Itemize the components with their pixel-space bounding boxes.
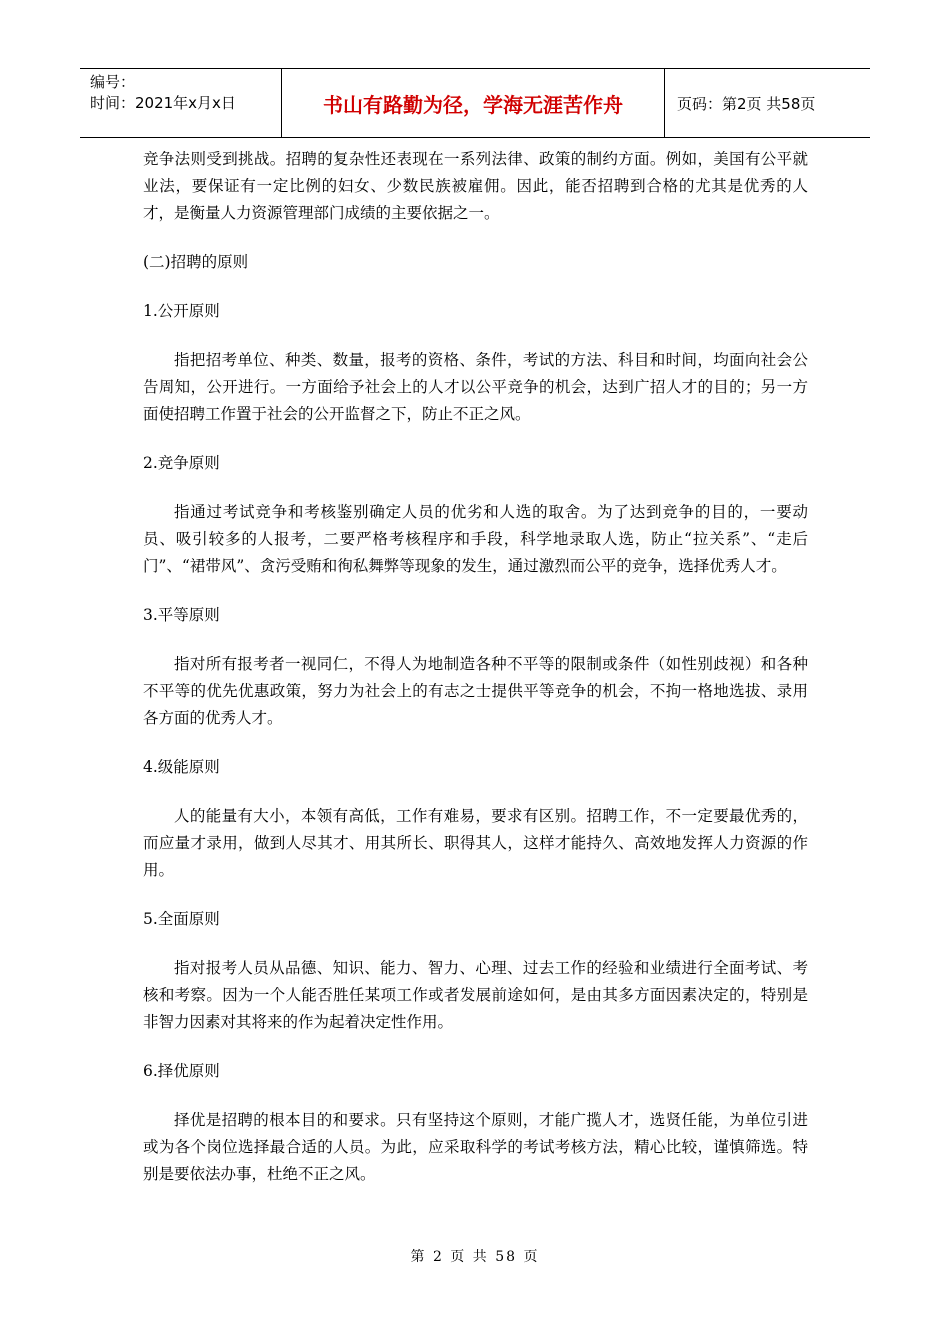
- page-footer: 第 2 页 共 58 页: [410, 1249, 540, 1265]
- document-body: [143, 146, 808, 1210]
- header-motto: 书山有路勤为径，学海无涯苦作舟: [282, 69, 665, 137]
- section-heading: (二)招聘的原则: [143, 253, 249, 271]
- body-paragraph: 指对所有报考者一视同仁，不得人为地制造各种不平等的限制或条件（如性别歧视）和各种不平等的优先优惠政策，努力为社会上的有志之士提供平等竞争的机会，不拘一格地选拔、录用各方面的优秀人才。: [143, 655, 808, 727]
- section-heading: 1.公开原则: [143, 302, 220, 320]
- body-paragraph: 择优是招聘的根本目的和要求。只有坚持这个原则，才能广揽人才，选贤任能，为单位引进或为各个岗位选择最合适的人员。为此，应采取科学的考试考核方法，精心比较，谨慎筛选。特别是要依法办事，杜绝不正之风。: [143, 1111, 808, 1183]
- section-heading: 5.全面原则: [143, 910, 220, 928]
- body-paragraph: 指通过考试竞争和考核鉴别确定人员的优劣和人选的取舍。为了达到竞争的目的，一要动员、吸引较多的人报考，二要严格考核程序和手段，科学地录取人选，防止“拉关系”、“走后门”、“裙带风”、贪污受贿和徇私舞弊等现象的发生，通过激烈而公平的竞争，选择优秀人才。: [143, 503, 808, 575]
- document-number-label: 编号：: [90, 73, 136, 91]
- body-paragraph: 人的能量有大小，本领有高低，工作有难易，要求有区别。招聘工作，不一定要最优秀的，而应量才录用，做到人尽其才、用其所长、职得其人，这样才能持久、高效地发挥人力资源的作用。: [143, 807, 808, 879]
- body-paragraph: 竞争法则受到挑战。招聘的复杂性还表现在一系列法律、政策的制约方面。例如，美国有公平就业法，要保证有一定比例的妇女、少数民族被雇佣。因此，能否招聘到合格的尤其是优秀的人才，是衡量人力资源管理部门成绩的主要依据之一。: [143, 150, 808, 222]
- section-heading: 6.择优原则: [143, 1062, 220, 1080]
- document-time-label: 时间：2021年x月x日: [90, 94, 236, 112]
- section-heading: 3.平等原则: [143, 606, 220, 624]
- section-heading: 2.竞争原则: [143, 454, 220, 472]
- page-header: [80, 68, 870, 138]
- header-meta: [80, 69, 282, 137]
- body-paragraph: 指对报考人员从品德、知识、能力、智力、心理、过去工作的经验和业绩进行全面考试、考核和考察。因为一个人能否胜任某项工作或者发展前途如何，是由其多方面因素决定的，特别是非智力因素对其将来的作为起着决定性作用。: [143, 959, 808, 1031]
- body-paragraph: 指把招考单位、种类、数量，报考的资格、条件，考试的方法、科目和时间，均面向社会公告周知，公开进行。一方面给予社会上的人才以公平竞争的机会，达到广招人才的目的；另一方面使招聘工作置于社会的公开监督之下，防止不正之风。: [143, 351, 808, 423]
- section-heading: 4.级能原则: [143, 758, 220, 776]
- header-page-info: 页码：第2页 共58页: [677, 94, 816, 113]
